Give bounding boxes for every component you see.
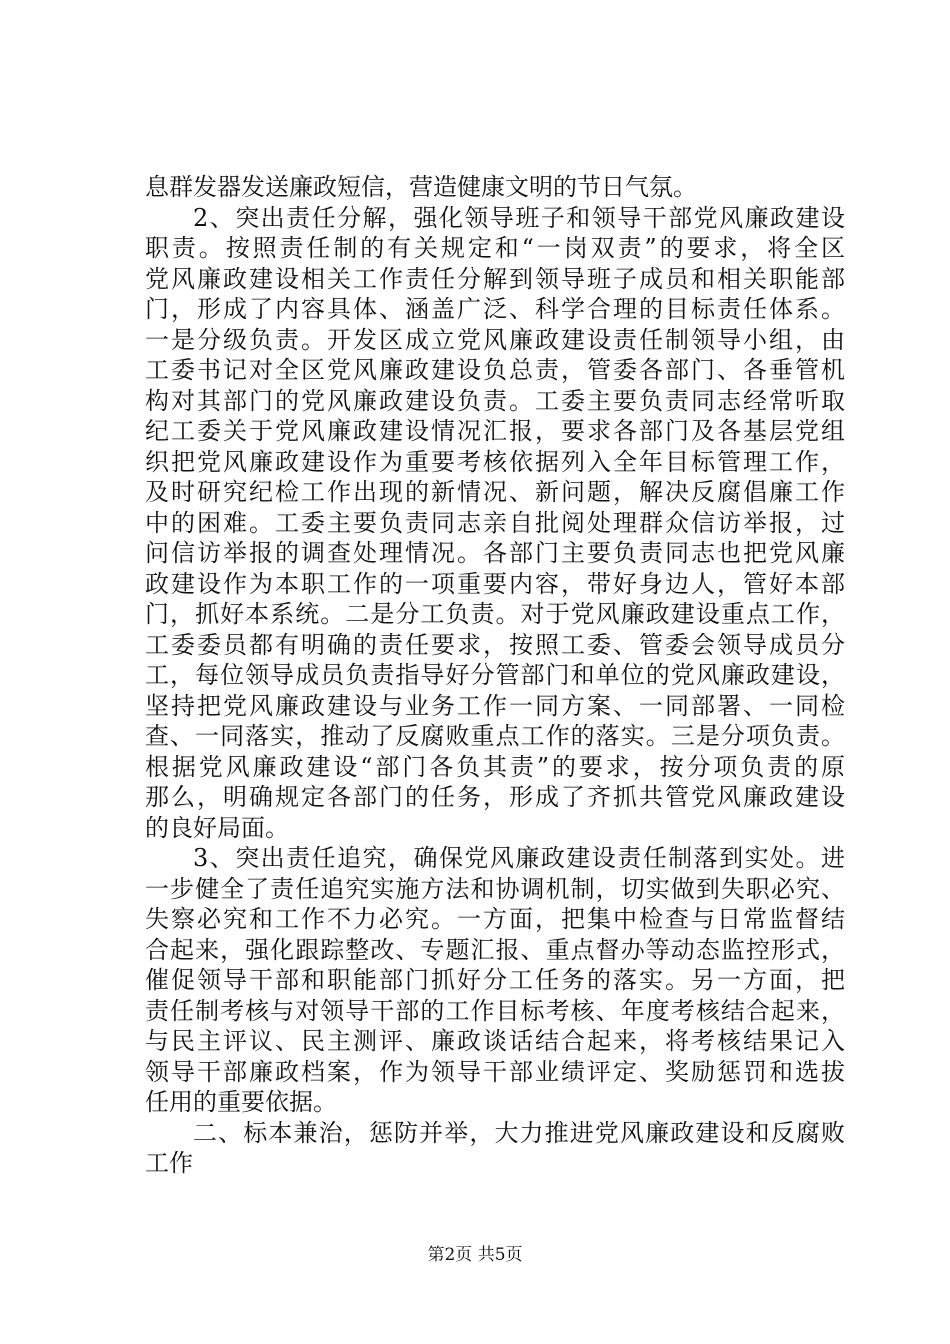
text-line: 那么，明确规定各部门的任务，形成了齐抓共管党风廉政建设 xyxy=(145,783,845,811)
text-line: 门，抓好本系统。二是分工负责。对于党风廉政建设重点工作， xyxy=(145,600,845,628)
text-line: 织把党风廉政建设作为重要考核依据列入全年目标管理工作， xyxy=(145,447,845,476)
text-line: 中的困难。工委主要负责同志亲自批阅处理群众信访举报，过 xyxy=(145,508,845,537)
text-line: 根据党风廉政建设“部门各负其责”的要求，按分项负责的原 xyxy=(145,752,845,781)
text-line: 责任制考核与对领导干部的工作目标考核、年度考核结合起来， xyxy=(145,996,845,1025)
text-line: 坚持把党风廉政建设与业务工作一同方案、一同部署、一同检 xyxy=(145,691,845,720)
text-line: 党风廉政建设相关工作责任分解到领导班子成员和相关职能部 xyxy=(145,264,845,293)
text-line: 工，每位领导成员负责指导好分管部门和单位的党风廉政建设， xyxy=(145,661,845,689)
text-line: 领导干部廉政档案，作为领导干部业绩评定、奖励惩罚和选拔 xyxy=(145,1057,845,1086)
text-line: 失察必究和工作不力必究。一方面，把集中检查与日常监督结 xyxy=(145,905,845,933)
section-heading-line: 二、标本兼治，惩防并举，大力推进党风廉政建设和反腐败 xyxy=(193,1118,845,1147)
text-line: 问信访举报的调查处理情况。各部门主要负责同志也把党风廉 xyxy=(145,539,845,567)
text-line: 工委委员都有明确的责任要求，按照工委、管委会领导成员分 xyxy=(145,630,845,659)
paragraph-heading-line: 3、突出责任追究，确保党风廉政建设责任制落到实处。进 xyxy=(193,844,845,872)
text-line: 查、一同落实，推动了反腐败重点工作的落实。三是分项负责。 xyxy=(145,722,845,750)
text-line: 及时研究纪检工作出现的新情况、新问题，解决反腐倡廉工作 xyxy=(145,478,845,506)
text-line: 门，形成了内容具体、涵盖广泛、科学合理的目标责任体系。 xyxy=(145,295,845,323)
paragraph-heading-line: 2、突出责任分解，强化领导班子和领导干部党风廉政建设 xyxy=(193,203,845,232)
text-line: 职责。按照责任制的有关规定和“一岗双责”的要求，将全区 xyxy=(145,234,845,262)
text-line: 任用的重要依据。 xyxy=(145,1088,337,1116)
section-heading-line: 工作 xyxy=(145,1149,193,1177)
text-line: 一是分级负责。开发区成立党风廉政建设责任制领导小组，由 xyxy=(145,325,845,354)
text-line: 工委书记对全区党风廉政建设负总责，管委各部门、各垂管机 xyxy=(145,356,845,384)
page-number-footer: 第2页 共5页 xyxy=(427,1245,523,1265)
text-line: 合起来，强化跟踪整改、专题汇报、重点督办等动态监控形式， xyxy=(145,935,845,964)
text-line: 一步健全了责任追究实施方法和协调机制，切实做到失职必究、 xyxy=(145,874,845,903)
text-line: 政建设作为本职工作的一项重要内容，带好身边人，管好本部 xyxy=(145,569,845,598)
text-line: 催促领导干部和职能部门抓好分工任务的落实。另一方面，把 xyxy=(145,966,845,994)
text-line: 构对其部门的党风廉政建设负责。工委主要负责同志经常听取 xyxy=(145,386,845,415)
text-line: 的良好局面。 xyxy=(145,813,289,842)
text-line: 与民主评议、民主测评、廉政谈话结合起来，将考核结果记入 xyxy=(145,1027,845,1055)
text-line: 息群发器发送廉政短信，营造健康文明的节日气氛。 xyxy=(145,173,697,201)
document-body xyxy=(145,172,845,1179)
text-line: 纪工委关于党风廉政建设情况汇报，要求各部门及各基层党组 xyxy=(145,417,845,445)
